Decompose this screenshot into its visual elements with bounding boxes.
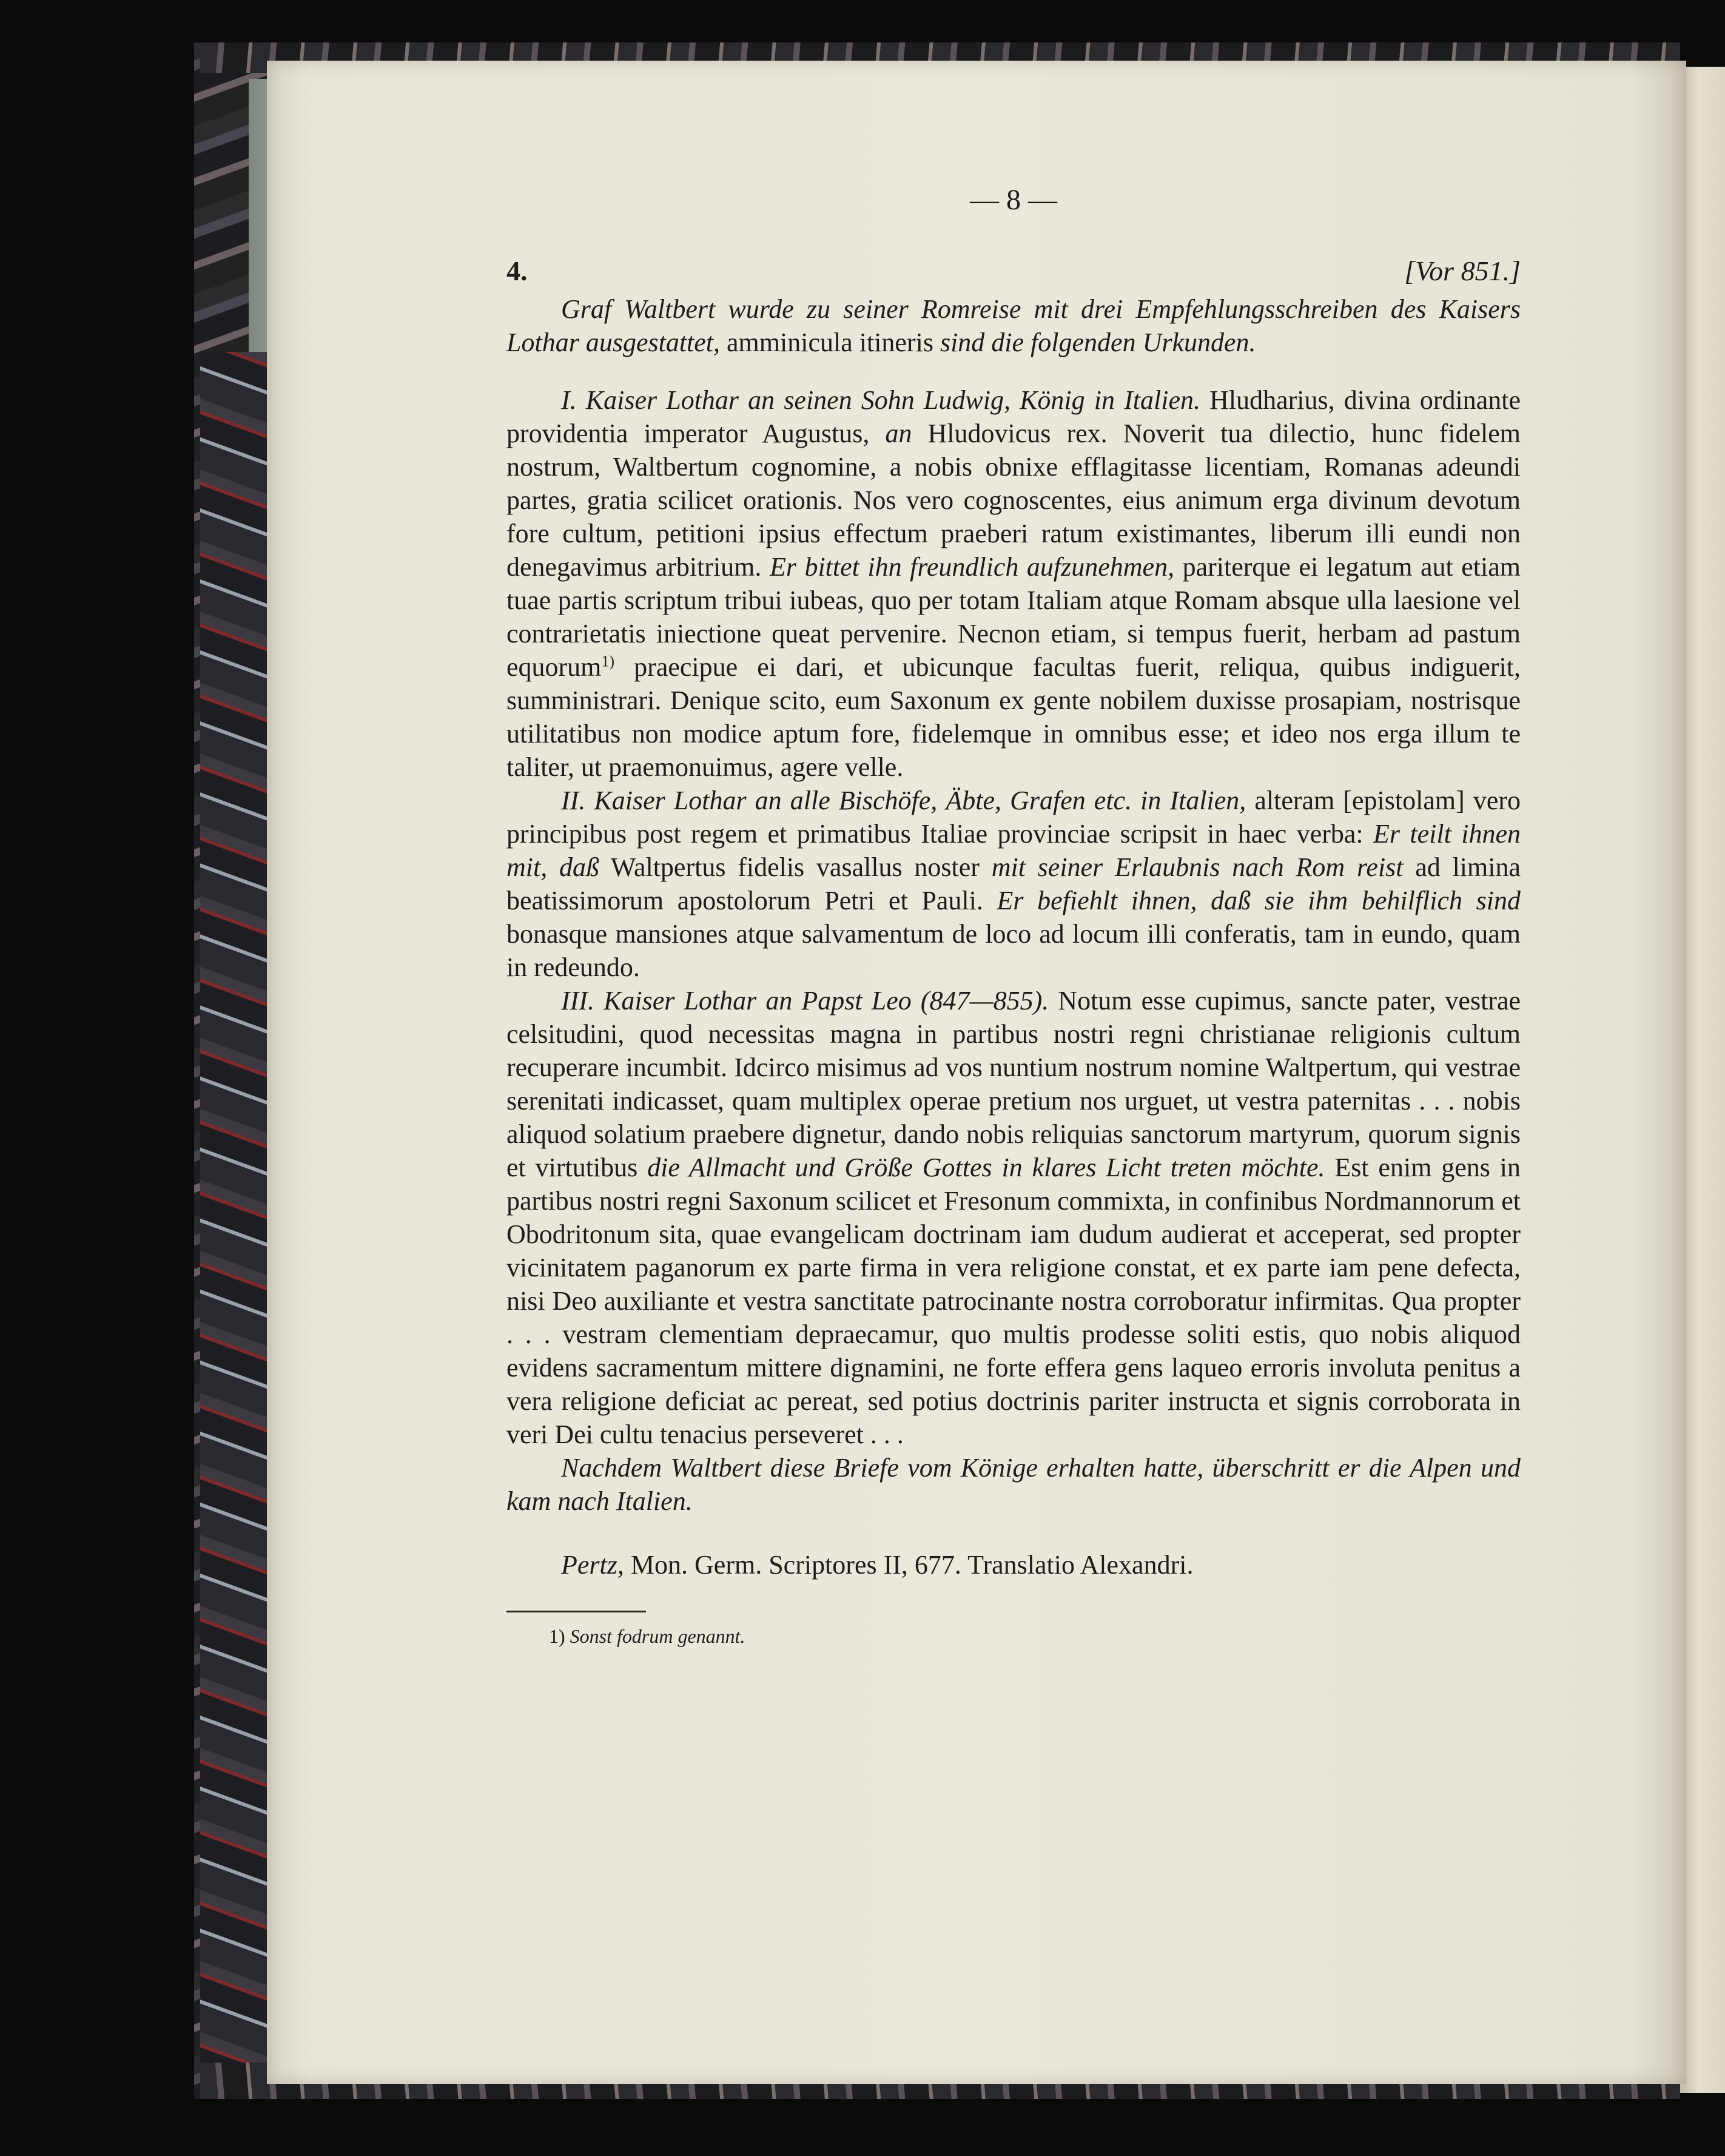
section-2-italic: Er befiehlt ihnen, daß sie ihm behilflich sind xyxy=(997,886,1521,915)
intro-roman: amminicula itineris xyxy=(720,328,940,357)
section-2-text: ad limina beatissimorum apostolorum Petri et Pauli. xyxy=(506,852,1521,915)
intro-italic-a: Graf Waltbert wurde zu seiner Romreise mit drei Empfehlungsschreiben des Kaisers Lothar ausgestattet, xyxy=(506,294,1521,357)
facing-page-edge xyxy=(1680,67,1725,2093)
footnote-divider xyxy=(506,1611,646,1612)
date-note: [Vor 851.] xyxy=(1404,255,1521,286)
footnote-text: Sonst fodrum genannt. xyxy=(565,1625,745,1647)
footnote-mark: 1) xyxy=(549,1625,565,1647)
intro-italic-c: sind die folgenden Urkunden. xyxy=(940,328,1256,357)
section-1 xyxy=(506,383,1521,784)
section-1-text: pariterque ei legatum aut etiam tuae partis scriptum tribui iubeas, quo per totam Italiam atque Romam absque ulla laesione vel contrarietatis iniectione queat pervenire. Necnon etiam, si tempus fuerit, herbam ad pastum equorum xyxy=(506,552,1521,682)
section-1-text: Hludharius, divina ordinante providentia imperator Augustus, xyxy=(506,385,1521,448)
section-2-text: bonasque mansiones atque salvamentum de loco ad locum illi conferatis, tam in eundo, quam in redeundo. xyxy=(506,919,1521,982)
section-3 xyxy=(506,984,1521,1451)
closing-paragraph: Nachdem Waltbert diese Briefe vom Könige erhalten hatte, überschritt er die Alpen und kam nach Italien. xyxy=(506,1453,1521,1516)
source-citation xyxy=(506,1548,1521,1582)
section-3-italic: die Allmacht und Größe Gottes in klares Licht treten möchte. xyxy=(647,1153,1325,1182)
intro-paragraph xyxy=(506,292,1521,359)
section-1-text: praecipue ei dari, et ubicunque facultas fuerit, reliqua, quibus indiguerit, sumministrari. Denique scito, eum Saxonum ex gente nobilem duxisse prosapiam, nostrisque utilitatibus non modice aptum fore, fidelemque in omnibus esse; et ideo nos erga illum te taliter, ut praemonuimus, agere velle. xyxy=(506,652,1521,782)
section-1-text: Hludovicus rex. Noverit tua dilectio, hunc fidelem nostrum, Waltbertum cognomine, a nobis obnixe efflagitasse licentiam, Romanas adeundi partes, gratia scilicet orationis. Nos vero cognoscentes, eius animum erga divinum devotum fore cultum, petitioni ipsius effectum praeberi ratum existimantes, liberum illi eundi non denegavimus arbitrium. xyxy=(506,419,1521,582)
section-2-heading: II. Kaiser Lothar an alle Bischöfe, Äbte, Grafen etc. in Italien, xyxy=(561,786,1246,815)
marbled-endpaper xyxy=(200,352,267,2063)
source-author: Pertz, xyxy=(561,1550,624,1580)
section-2 xyxy=(506,784,1521,984)
section-1-heading: I. Kaiser Lothar an seinen Sohn Ludwig, König in Italien. xyxy=(561,385,1200,415)
footnote xyxy=(506,1623,1521,1649)
section-2-text: alteram [epistolam] vero principibus post regem et primatibus Italiae provinciae scripsit in haec verba: xyxy=(506,786,1521,849)
document-number: 4. xyxy=(506,255,528,286)
document-header xyxy=(506,255,1521,288)
section-2-text: Waltpertus fidelis vasallus noster xyxy=(599,852,992,882)
footnote-ref: 1) xyxy=(601,652,615,670)
page-content xyxy=(506,182,1521,1649)
section-2-italic: mit seiner Erlaubnis nach Rom reist xyxy=(991,852,1404,882)
section-2-italic: Er teilt ihnen mit, daß xyxy=(506,819,1521,882)
section-3-text: Est enim gens in partibus nostri regni Saxonum scilicet et Fresonum commixta, in confinibus Nordmannorum et Obodritonum sita, quae evangelicam doctrinam iam dudum audierat et acceperat, sed propter vicinitatem paganorum ex parte firma in vera religione constat, et ex parte iam pene defecta, nisi Deo auxiliante et vestra sanctitate patrocinante nostra corroboratur infirmitas. Qua propter . . . vestram clementiam depraecamur, quo multis prodesse soliti estis, quo nobis aliquod evidens sacramentum mittere dignamini, ne forte effera gens laqueo erroris involuta penitus a vera religione deficiat ac pereat, sed potius doctrinis pariter instructa et signis corroborata in veri Dei cultu tenacius perseveret . . . xyxy=(506,1153,1521,1449)
page-number: — 8 — xyxy=(970,184,1057,216)
source-reference: Mon. Germ. Scriptores II, 677. Translatio Alexandri. xyxy=(624,1550,1194,1580)
section-1-italic: an xyxy=(885,419,912,448)
section-3-text: Notum esse cupimus, sancte pater, vestrae celsitudini, quod necessitas magna in partibus nostri regni christianae religionis cultum recuperare incumbit. Idcirco misimus ad vos nuntium nostrum nomine Waltpertum, qui vestrae serenitati indicasset, quam multiplex operae pretium nos urguet, ut vestra paternitas . . . nobis aliquod solatium praebere dignetur, dando nobis reliquias sanctorum martyrum, quorum signis et virtutibus xyxy=(506,986,1521,1182)
section-3-heading: III. Kaiser Lothar an Papst Leo (847—855). xyxy=(561,986,1049,1016)
section-1-italic: Er bittet ihn freundlich aufzunehmen, xyxy=(769,552,1175,582)
